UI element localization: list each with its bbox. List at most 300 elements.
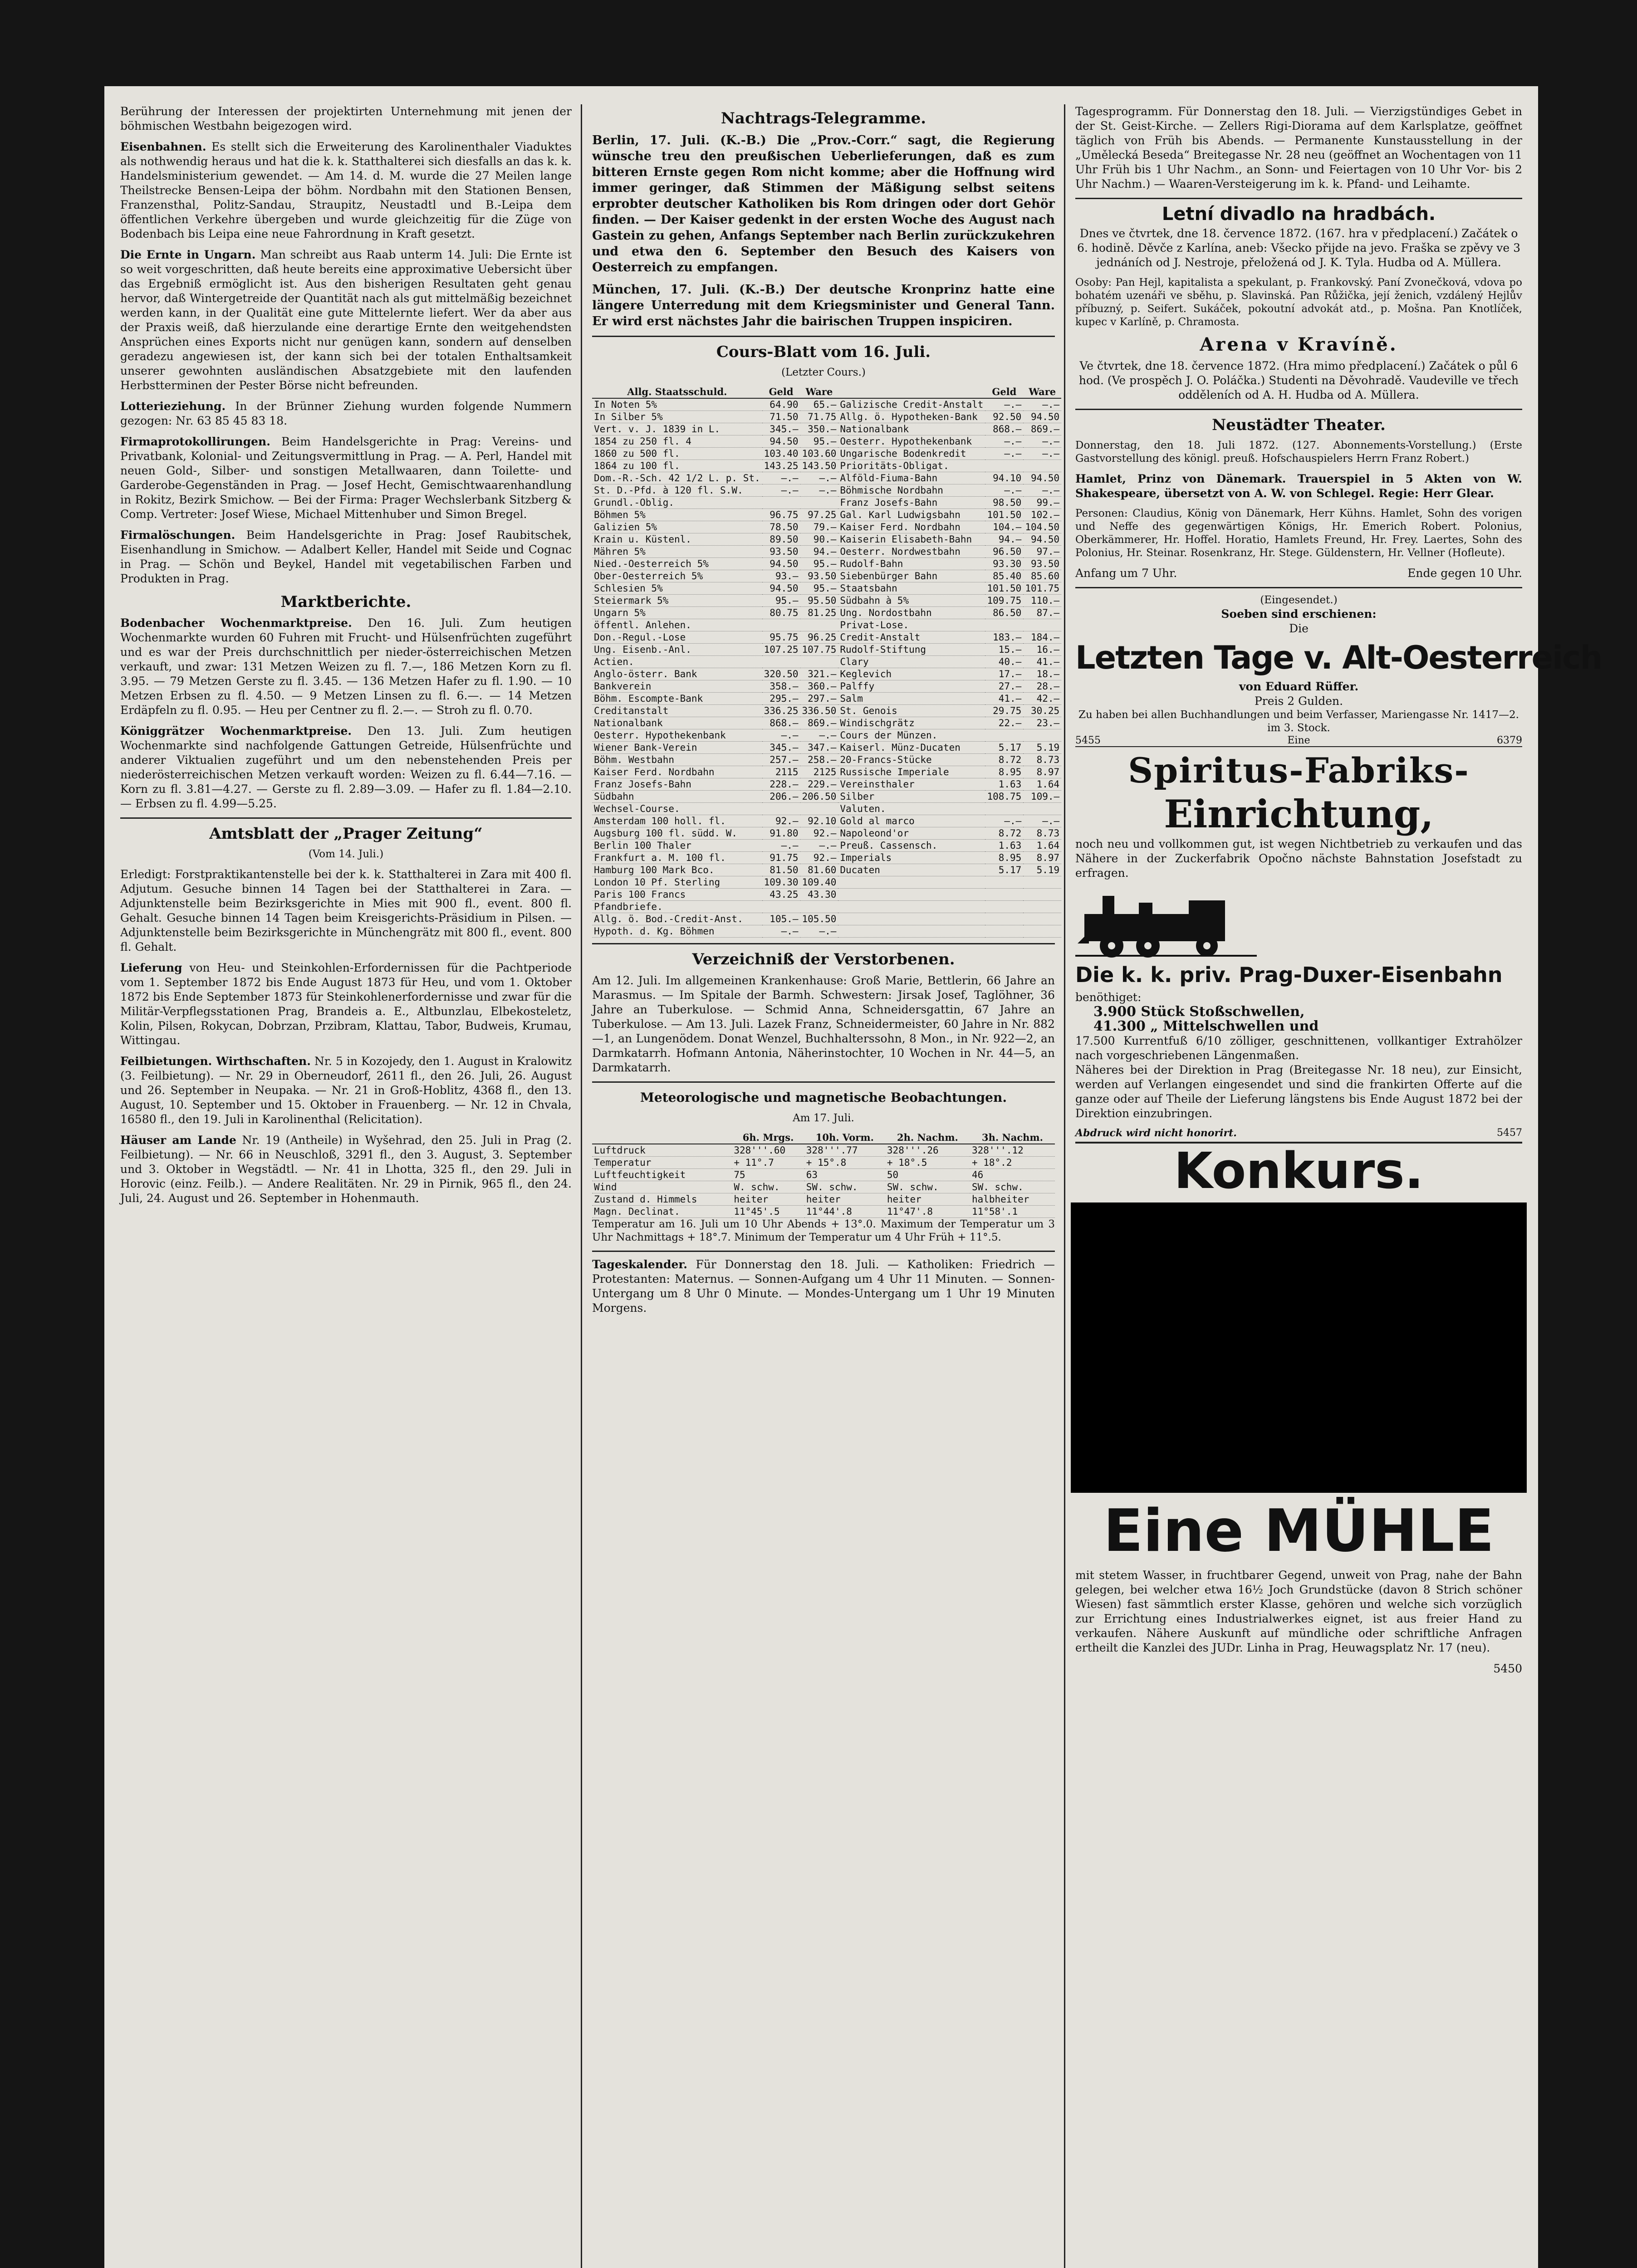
table-row <box>592 680 1061 693</box>
divider <box>592 336 1055 337</box>
ad-number: 5455 <box>1075 735 1101 746</box>
divider <box>1075 409 1522 410</box>
table-cell: Franz Josefs-Bahn <box>838 497 985 509</box>
table-cell: Magn. Declinat. <box>592 1206 732 1218</box>
table-cell: 95.— <box>800 582 838 595</box>
table-cell: 41.— <box>985 693 1023 705</box>
table-cell: —.— <box>985 435 1023 448</box>
table-cell: —.— <box>985 398 1023 411</box>
article-body: Den 16. Juli. Zum heutigen Wochenmarkte wurden 60 Fuhren mit Frucht- und Hülsenfrüchten zugeführt und es war der Preis durchschnittlich per nieder-österreichischen Metzen verkauft, und zwar: 131 Metzen Weizen zu fl. 7.—, 186 Metzen Korn zu fl. 3.95. — 79 Metzen Gerste zu fl. 3.45. — 136 Metzen Hafer zu fl. 1.90. — 10 Metzen Erbsen zu fl. 4.50. — 9 Metzen Linsen zu fl. 6.—. — 14 Metzen Erdäpfeln zu fl. 0.95. — Heu per Centner zu fl. 2.—. — Stroh zu fl. 0.70. <box>120 616 572 717</box>
table-cell: Privat-Lose. <box>838 619 985 631</box>
table-cell <box>985 460 1023 472</box>
table-cell: 295.— <box>762 693 800 705</box>
table-cell: —.— <box>1023 484 1061 497</box>
table-cell: 94.— <box>800 546 838 558</box>
table-header <box>592 1131 732 1144</box>
article-bodenbach <box>120 616 572 718</box>
table-header: 6h. Mrgs. <box>732 1131 804 1144</box>
article-title: Die Ernte in Ungarn. <box>120 248 256 261</box>
table-cell: 94.— <box>985 533 1023 546</box>
table-cell: 28.— <box>1023 680 1061 693</box>
table-cell: 93.50 <box>1023 558 1061 570</box>
table-cell: Ungarn 5% <box>592 607 762 619</box>
table-cell: Don.-Regul.-Lose <box>592 631 762 644</box>
table-cell: 94.10 <box>985 472 1023 484</box>
table-cell: 93.50 <box>762 546 800 558</box>
table-cell: 63 <box>804 1169 885 1181</box>
table-cell <box>985 925 1023 938</box>
table-cell: 23.— <box>1023 717 1061 729</box>
table-cell: 109.75 <box>985 595 1023 607</box>
section-subheading: (Vom 14. Juli.) <box>308 848 384 860</box>
ad-konkurs: Konkurs. <box>1075 1142 1522 1198</box>
table-cell: Siebenbürger Bahn <box>838 570 985 582</box>
table-cell: Oesterr. Nordwestbahn <box>838 546 985 558</box>
table-cell: 328'''.12 <box>970 1144 1055 1157</box>
table-cell: 95.— <box>762 595 800 607</box>
article-title: Häuser am Lande <box>120 1134 236 1147</box>
table-cell: 97.25 <box>800 509 838 521</box>
table-row <box>592 791 1061 803</box>
table-row <box>592 582 1061 595</box>
table-cell: Oesterr. Hypothekenbank <box>592 729 762 742</box>
article-eisenbahnen <box>120 140 572 241</box>
table-cell: —.— <box>762 472 800 484</box>
table-cell: 96.25 <box>800 631 838 644</box>
table-cell: Steiermark 5% <box>592 595 762 607</box>
table-cell: 71.50 <box>762 411 800 423</box>
table-cell <box>800 656 838 668</box>
table-cell: SW. schw. <box>885 1181 970 1193</box>
table-cell: 360.— <box>800 680 838 693</box>
table-cell: 321.— <box>800 668 838 680</box>
table-cell: 50 <box>885 1169 970 1181</box>
table-cell: St. Genois <box>838 705 985 717</box>
table-cell <box>1023 889 1061 901</box>
table-cell: Cours der Münzen. <box>838 729 985 742</box>
table-cell: —.— <box>762 484 800 497</box>
table-row <box>592 619 1061 631</box>
table-cell: 17.— <box>985 668 1023 680</box>
table-cell <box>838 913 985 925</box>
table-cell: 89.50 <box>762 533 800 546</box>
table-header: Ware <box>1023 386 1061 398</box>
table-cell: 5.17 <box>985 864 1023 876</box>
table-cell: Ung. Eisenb.-Anl. <box>592 644 762 656</box>
table-row <box>592 570 1061 582</box>
table-cell: 108.75 <box>985 791 1023 803</box>
table-row <box>592 778 1061 791</box>
table-cell: Schlesien 5% <box>592 582 762 595</box>
table-row <box>592 693 1061 705</box>
table-cell: 206.— <box>762 791 800 803</box>
table-cell: 15.— <box>985 644 1023 656</box>
divider <box>1075 587 1522 588</box>
table-cell: Allg. ö. Hypotheken-Bank <box>838 411 985 423</box>
table-cell: 29.75 <box>985 705 1023 717</box>
table-cell <box>838 889 985 901</box>
table-cell: 30.25 <box>1023 705 1061 717</box>
table-cell: 8.73 <box>1023 827 1061 840</box>
table-cell: Wiener Bank-Verein <box>592 742 762 754</box>
ad-railway-title: Die k. k. priv. Prag-Duxer-Eisenbahn <box>1075 963 1503 987</box>
article-firma <box>120 435 572 522</box>
table-row <box>592 827 1061 840</box>
table-cell: Wechsel-Course. <box>592 803 762 815</box>
divider <box>592 943 1055 944</box>
table-cell: halbheiter <box>970 1193 1055 1206</box>
table-cell: Clary <box>838 656 985 668</box>
table-header-row <box>592 386 1061 398</box>
table-cell: 43.25 <box>762 889 800 901</box>
table-cell: SW. schw. <box>970 1181 1055 1193</box>
article-haeuser <box>120 1133 572 1206</box>
article-body: In der Brünner Ziehung wurden folgende Nummern gezogen: Nr. 63 85 45 83 18. <box>120 400 572 427</box>
article-title: Königgrätzer Wochenmarktpreise. <box>120 724 352 738</box>
article-body: Den 13. Juli. Zum heutigen Wochenmarkte sind nachfolgende Gattungen Getreide, Hülsenfrüchte und anderer Viktualien zugeführt und um den nebenstehenden Preis per niederösterreichischen Metzen verkauft worden: Weizen zu fl. 6.44—7.16. — Korn zu fl. 3.81—4.27. — Gerste zu fl. 2.89—3.09. — Hafer zu fl. 1.84—2.10. — Erbsen zu fl. 4.99—5.25. <box>120 724 572 810</box>
table-cell: 358.— <box>762 680 800 693</box>
table-cell: Rudolf-Stiftung <box>838 644 985 656</box>
table-cell: 92.— <box>800 852 838 864</box>
table-cell: 1854 zu 250 fl. 4 <box>592 435 762 448</box>
table-header: Allg. Staatsschuld. <box>592 386 762 398</box>
table-cell: 101.50 <box>985 582 1023 595</box>
table-cell: 91.80 <box>762 827 800 840</box>
table-cell <box>1023 925 1061 938</box>
table-cell: Hamburg 100 Mark Bco. <box>592 864 762 876</box>
ad-book-title: Letzten Tage v. Alt-Oesterreich <box>1075 639 1602 676</box>
table-row <box>592 840 1061 852</box>
ad-article: Die <box>1289 622 1309 635</box>
table-cell: Vert. v. J. 1839 in L. <box>592 423 762 435</box>
table-row <box>592 876 1061 889</box>
ad-spiritus-line2: Einrichtung, <box>1164 792 1434 836</box>
article-lotterie <box>120 399 572 428</box>
cours-table <box>592 386 1061 938</box>
table-cell: —.— <box>800 925 838 938</box>
table-body <box>592 398 1061 938</box>
table-cell: 92.50 <box>985 411 1023 423</box>
table-cell: 97.— <box>1023 546 1061 558</box>
table-cell <box>985 619 1023 631</box>
table-cell: 43.30 <box>800 889 838 901</box>
table-cell <box>762 803 800 815</box>
table-row <box>592 754 1061 766</box>
table-cell: 320.50 <box>762 668 800 680</box>
article-title: Bodenbacher Wochenmarktpreise. <box>120 616 352 630</box>
table-cell: Prioritäts-Obligat. <box>838 460 985 472</box>
table-cell <box>800 497 838 509</box>
table-cell: Alföld-Fiuma-Bahn <box>838 472 985 484</box>
table-cell: 99.— <box>1023 497 1061 509</box>
ad-number: 6379 <box>1496 735 1522 746</box>
table-cell: 78.50 <box>762 521 800 533</box>
article-verst: Am 12. Juli. Im allgemeinen Krankenhause: Groß Marie, Bettlerin, 66 Jahre an Marasmus. — Im Spitale der Barmh. Schwestern: Jirsak Josef, Taglöhner, 36 Jahre an Tuberkulose. — Schmid Anna, Schneidersgattin, 67 Jahre an Tuberkulose. — Am 13. Juli. Lazek Franz, Schneidermeister, 60 Jahre in Nr. 882—1, an Lungenödem. Donat Wenzel, Buchhalterssohn, 8 Mon., in Nr. 922—2, an Darmkatarrh. Hofmann Antonia, Näherinstochter, 10 Wochen in Nr. 44—5, an Darmkatarrh. <box>592 974 1055 1074</box>
table-cell: Kaiser Ferd. Nordbahn <box>838 521 985 533</box>
article-title: Eisenbahnen. <box>120 140 206 153</box>
table-cell: 347.— <box>800 742 838 754</box>
table-cell: Preuß. Cassensch. <box>838 840 985 852</box>
section-heading: Amtsblatt der „Prager Zeitung“ <box>209 825 483 843</box>
ad-eine: Eine <box>1287 735 1310 746</box>
table-cell: 257.— <box>762 754 800 766</box>
article-koenig <box>120 724 572 811</box>
table-row <box>592 815 1061 827</box>
table-cell: 107.25 <box>762 644 800 656</box>
article-body: Nr. 5 in Kozojedy, den 1. August in Kralowitz (3. Feilbietung). — Nr. 29 in Oberneudorf, 2611 fl., den 26. Juli, 26. August und 26. September in Neupaka. — Nr. 21 in Groß-Hoblitz, 4368 fl., den 13. August, 10. September und 15. Oktober in Frauenberg. — Nr. 12 in Chvala, 16580 fl., den 19. Juli in Karolinenthal (Relicitation). <box>120 1055 572 1126</box>
table-cell <box>1023 876 1061 889</box>
table-cell: 71.75 <box>800 411 838 423</box>
section-heading: Verzeichniß der Verstorbenen. <box>692 950 955 968</box>
table-cell <box>1023 460 1061 472</box>
article-title: Lieferung <box>120 961 182 974</box>
table-cell: 16.— <box>1023 644 1061 656</box>
divider <box>592 1081 1055 1083</box>
table-row <box>592 435 1061 448</box>
table-cell: Nationalbank <box>838 423 985 435</box>
table-cell: 11°58'.1 <box>970 1206 1055 1218</box>
telegram-berlin: Berlin, 17. Juli. (K.-B.) Die „Prov.-Corr.“ sagt, die Regierung wünsche treu den preußischen Ueberlieferungen, daß es zum bitteren Ernste gegen Rom nicht komme; aber die Hoffnung wird immer geringer, daß Stimmen der Mäßigung selbst seitens erprobter deutscher Katholiken bis Rom dringen oder dort Gehör finden. — Der Kaiser gedenkt in der ersten Woche des August nach Gastein zu gehen, Anfangs September nach Berlin zurückzukehren und etwa den 6. September den Besuch des Kaisers von Oesterreich zu empfangen. <box>592 133 1055 274</box>
table-cell: 228.— <box>762 778 800 791</box>
article-body: Beim Handelsgerichte in Prag: Josef Raubitschek, Eisenhandlung in Smichow. — Adalbert Keller, Handel mit Seide und Cognac in Prag. — Schön und Beykel, Handel mit vegetabilischen Farben und Produkten in Prag. <box>120 528 572 585</box>
article-feilbietung <box>120 1054 572 1127</box>
telegram-muenchen: München, 17. Juli. (K.-B.) Der deutsche Kronprinz hatte eine längere Unterredung mit dem Kriegsminister und General Tann. Er wird erst nächstes Jahr die bairischen Truppen inspiciren. <box>592 283 1055 328</box>
table-cell <box>762 619 800 631</box>
article-body: Für Donnerstag den 18. Juli. — Katholiken: Friedrich — Protestanten: Maternus. — Sonnen-Aufgang um 4 Uhr 11 Minuten. — Sonnen-Untergang um 8 Uhr 0 Minute. — Mondes-Untergang um 1 Uhr 19 Minuten Morgens. <box>592 1258 1055 1315</box>
table-cell: 109.40 <box>800 876 838 889</box>
table-cell: 184.— <box>1023 631 1061 644</box>
table-cell: 345.— <box>762 423 800 435</box>
table-cell: In Silber 5% <box>592 411 762 423</box>
table-row <box>592 1157 1055 1169</box>
table-header: 10h. Vorm. <box>804 1131 885 1144</box>
article-amtsblatt: Erledigt: Forstpraktikantenstelle bei der k. k. Statthalterei in Zara mit 400 fl. Adjutum. Gesuche binnen 14 Tagen bei der Statthalterei in Zara. — Adjunktenstelle beim Bezirksgerichte in Mies mit 900 fl., event. 800 fl. Gehalt. Gesuche binnen 14 Tagen beim Kreisgerichts-Präsidium in Pilsen. — Adjunktenstelle beim Bezirksgerichte in Münchengrätz mit 800 fl., event. 800 fl. Gehalt. <box>120 868 572 953</box>
section-heading: Cours-Blatt vom 16. Juli. <box>716 343 931 361</box>
table-cell: 105.50 <box>800 913 838 925</box>
table-row <box>592 521 1061 533</box>
table-cell: 95.75 <box>762 631 800 644</box>
table-row <box>592 472 1061 484</box>
table-cell: 93.50 <box>800 570 838 582</box>
table-cell: Anglo-österr. Bank <box>592 668 762 680</box>
ad-numbers <box>1075 1127 1522 1139</box>
table-row <box>592 852 1061 864</box>
table-cell <box>800 619 838 631</box>
table-cell: Luftdruck <box>592 1144 732 1157</box>
divider <box>592 1251 1055 1252</box>
table-cell: 98.50 <box>985 497 1023 509</box>
table-cell: 868.— <box>762 717 800 729</box>
article-title: Firmalöschungen. <box>120 528 235 542</box>
table-row <box>592 484 1061 497</box>
table-row <box>592 448 1061 460</box>
ad-spiritus-line1: Spiritus-Fabriks- <box>1128 750 1470 791</box>
table-cell: Oesterr. Hypothekenbank <box>838 435 985 448</box>
theater-announcement: Donnerstag, den 18. Juli 1872. (127. Abonnements-Vorstellung.) (Erste Gastvorstellung des königl. preuß. Hofschauspielers Herrn Franz Robert.) <box>1075 440 1522 464</box>
table-body <box>592 1144 1055 1218</box>
table-cell: Luftfeuchtigkeit <box>592 1169 732 1181</box>
table-cell <box>1023 913 1061 925</box>
table-cell: 80.75 <box>762 607 800 619</box>
table-row <box>592 1206 1055 1218</box>
table-cell: 1.64 <box>1023 778 1061 791</box>
table-row <box>592 1169 1055 1181</box>
table-cell: 95.— <box>800 435 838 448</box>
table-row <box>592 925 1061 938</box>
table-cell: 42.— <box>1023 693 1061 705</box>
table-cell: 109.30 <box>762 876 800 889</box>
table-cell: Berlin 100 Thaler <box>592 840 762 852</box>
table-row <box>592 1181 1055 1193</box>
table-row <box>592 1193 1055 1206</box>
ad-price: Preis 2 Gulden. <box>1254 694 1343 708</box>
theater-play: Hamlet, Prinz von Dänemark. Trauerspiel in 5 Akten von W. Shakespeare, übersetzt von A. W. von Schlegel. Regie: Herr Glear. <box>1075 472 1522 500</box>
table-cell: 85.40 <box>985 570 1023 582</box>
table-row <box>592 644 1061 656</box>
table-cell: Bankverein <box>592 680 762 693</box>
table-cell: 94.50 <box>1023 472 1061 484</box>
table-cell <box>1023 729 1061 742</box>
table-cell: 1.64 <box>1023 840 1061 852</box>
table-cell: 2125 <box>800 766 838 778</box>
table-cell: Gold al marco <box>838 815 985 827</box>
table-cell: Salm <box>838 693 985 705</box>
table-cell <box>985 889 1023 901</box>
table-row <box>592 607 1061 619</box>
table-row <box>592 656 1061 668</box>
table-cell: Böhm. Westbahn <box>592 754 762 766</box>
table-cell: Silber <box>838 791 985 803</box>
table-cell: 11°45'.5 <box>732 1206 804 1218</box>
table-cell: Galizische Credit-Anstalt <box>838 398 985 411</box>
table-cell: 183.— <box>985 631 1023 644</box>
table-cell: Galizien 5% <box>592 521 762 533</box>
table-row <box>592 864 1061 876</box>
table-row <box>592 411 1061 423</box>
table-cell: 336.50 <box>800 705 838 717</box>
ad-intro: Soeben sind erschienen: <box>1221 607 1377 621</box>
table-cell: 8.72 <box>985 754 1023 766</box>
table-cell: 350.— <box>800 423 838 435</box>
table-cell: 336.25 <box>762 705 800 717</box>
table-cell <box>838 925 985 938</box>
table-cell: Staatsbahn <box>838 582 985 595</box>
table-cell: 81.25 <box>800 607 838 619</box>
column-rule <box>581 104 582 2268</box>
article-tages <box>592 1257 1055 1315</box>
ad-muehle-title: Eine MÜHLE <box>1103 1497 1495 1565</box>
table-cell: 94.50 <box>762 435 800 448</box>
theater-announcement: Dnes ve čtvrtek, dne 18. července 1872. (167. hra v předplacení.) Začátek o 6. hodině. Děvče z Karlína, aneb: Všecko přijde na jevo. Fraška se zpěvy ve 3 jednáních od J. Nestroje, přeložená od J. K. Tyla. Hudba od A. Müllera. <box>1077 227 1521 269</box>
table-cell: 27.— <box>985 680 1023 693</box>
table-cell: —.— <box>800 729 838 742</box>
table-cell: Dom.-R.-Sch. 42 1/2 L. p. St. <box>592 472 762 484</box>
table-cell: 328'''.77 <box>804 1144 885 1157</box>
table-cell: Ung. Nordostbahn <box>838 607 985 619</box>
ad-number: 5450 <box>1493 1662 1522 1675</box>
article-body: von Heu- und Steinkohlen-Erfordernissen für die Pachtperiode vom 1. September 1872 bis Ende August 1873 für Heu, und vom 1. Oktober 1872 bis Ende September 1873 für Steinkohlenerfordernisse und zwar für die Militär-Verpflegsstationen Prag, Brandeis a. E., Altbunzlau, Elbekosteletz, Kolin, Pilsen, Rokycan, Dobrzan, Przibram, Klattau, Tabor, Budweis, Krumau, Wittingau. <box>120 961 572 1047</box>
table-cell <box>985 901 1023 913</box>
table-cell: 101.50 <box>985 509 1023 521</box>
table-row <box>592 509 1061 521</box>
table-header: 2h. Nachm. <box>885 1131 970 1144</box>
article-title: Firmaprotokollirungen. <box>120 435 270 448</box>
ad-muehle-text: mit stetem Wasser, in fruchtbarer Gegend, unweit von Prag, nahe der Bahn gelegen, bei welcher etwa 16½ Joch Grundstücke (davon 8 Strich schöner Wiesen) fast sämmtlich erster Klasse, gehören und welche sich vorzüglich zur Errichtung eines Industrialwerkes eignet, ist aus freier Hand zu verkaufen. Nähere Auskunft auf mündliche oder schriftliche Anfragen ertheilt die Kanzlei des JUDr. Linha in Prag, Heuwagsplatz Nr. 17 (neu). <box>1075 1569 1522 1654</box>
table-cell: Südbahn à 5% <box>838 595 985 607</box>
divider <box>1075 198 1522 199</box>
table-cell: 95.50 <box>800 595 838 607</box>
table-row <box>592 533 1061 546</box>
table-cell: + 11°.7 <box>732 1157 804 1169</box>
table-cell: London 10 Pf. Sterling <box>592 876 762 889</box>
table-cell: —.— <box>762 925 800 938</box>
table-row <box>592 901 1061 913</box>
article-title: Tageskalender. <box>592 1258 687 1271</box>
article-body: Es stellt sich die Erweiterung des Karolinenthaler Viaduktes als nothwendig heraus und hat die k. k. Statthalterei sich diesfalls an das k. k. Handelsministerium gewendet. — Am 14. d. M. wurde die 27 Meilen lange Theilstrecke Bensen-Leipa der böhm. Nordbahn mit den Stationen Bensen, Franzensthal, Politz-Sandau, Straupitz, Neustadtl und B.-Leipa dem öffentlichen Verkehre übergeben und wurde gleichzeitig für die Züge von Bodenbach bis Leipa eine neue Fahrordnung in Kraft gesetzt. <box>120 140 572 240</box>
table-cell: 297.— <box>800 693 838 705</box>
table-cell: 11°44'.8 <box>804 1206 885 1218</box>
table-row <box>592 631 1061 644</box>
table-cell: Pfandbriefe. <box>592 901 762 913</box>
table-row <box>592 1144 1055 1157</box>
table-cell: —.— <box>985 484 1023 497</box>
table-cell: —.— <box>985 815 1023 827</box>
table-cell: —.— <box>800 484 838 497</box>
meteo-note: Temperatur am 16. Juli um 10 Uhr Abends + 13°.0. Maximum der Temperatur um 3 Uhr Nachmittags + 18°.7. Minimum der Temperatur um 4 Uhr Früh + 11°.5. <box>592 1218 1055 1243</box>
table-row <box>592 889 1061 901</box>
column-left <box>120 104 572 2268</box>
table-cell: Russische Imperiale <box>838 766 985 778</box>
table-cell: —.— <box>1023 435 1061 448</box>
table-cell: —.— <box>800 840 838 852</box>
table-cell: Kaiserin Elisabeth-Bahn <box>838 533 985 546</box>
table-cell: 93.30 <box>985 558 1023 570</box>
table-cell <box>1023 619 1061 631</box>
table-cell: Windischgrätz <box>838 717 985 729</box>
ad-railway-needs: benöthiget: <box>1075 991 1142 1004</box>
table-row <box>592 742 1061 754</box>
table-cell: 110.— <box>1023 595 1061 607</box>
table-header: Geld <box>762 386 800 398</box>
table-cell <box>1023 803 1061 815</box>
table-cell: 2115 <box>762 766 800 778</box>
column-middle <box>592 104 1060 2268</box>
table-cell: Gal. Karl Ludwigsbahn <box>838 509 985 521</box>
table-cell: 46 <box>970 1169 1055 1181</box>
table-cell: 328'''.60 <box>732 1144 804 1157</box>
table-cell <box>838 901 985 913</box>
table-cell: Wind <box>592 1181 732 1193</box>
table-row <box>592 729 1061 742</box>
table-row <box>592 497 1061 509</box>
table-cell <box>762 656 800 668</box>
table-cell: 1.63 <box>985 840 1023 852</box>
table-cell: 94.50 <box>762 558 800 570</box>
section-subheading: (Letzter Cours.) <box>781 367 866 378</box>
ad-author: von Eduard Rüffer. <box>1239 680 1359 693</box>
table-cell: + 18°.2 <box>970 1157 1055 1169</box>
table-cell: 65.— <box>800 398 838 411</box>
table-cell: 5.19 <box>1023 742 1061 754</box>
table-cell: 86.50 <box>985 607 1023 619</box>
table-cell: + 18°.5 <box>885 1157 970 1169</box>
table-row <box>592 398 1061 411</box>
table-header-row <box>592 1131 1055 1144</box>
table-cell: Grundl.-Oblig. <box>592 497 762 509</box>
table-cell: Palffy <box>838 680 985 693</box>
table-cell: 102.— <box>1023 509 1061 521</box>
end-time: Ende gegen 10 Uhr. <box>1407 567 1522 580</box>
